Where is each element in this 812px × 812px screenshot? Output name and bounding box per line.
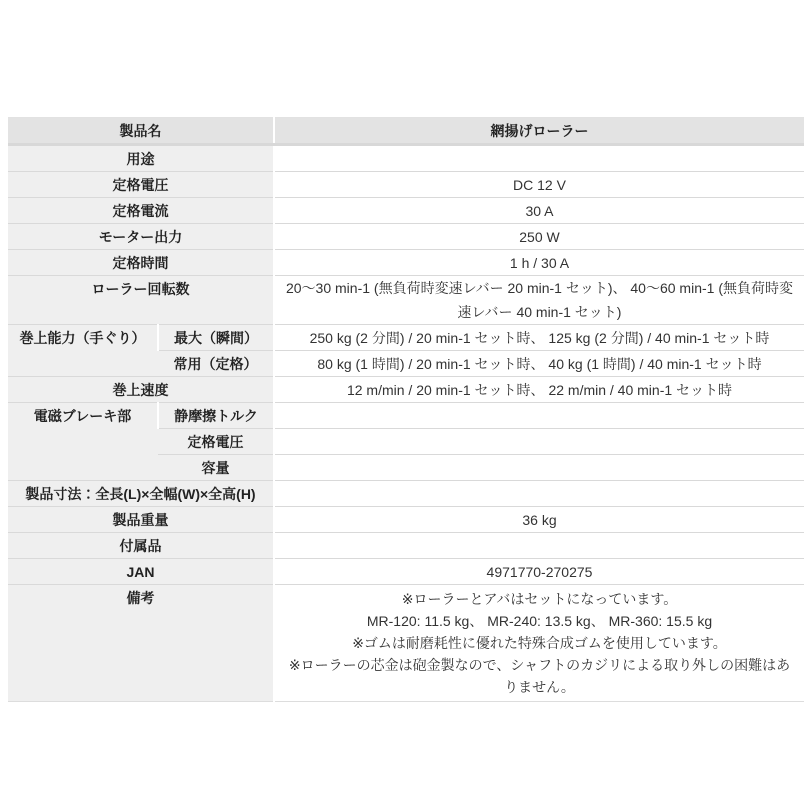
table-row bbox=[8, 172, 804, 198]
spec-sublabel-cell: 定格電圧 bbox=[158, 429, 274, 455]
spec-label-cell: JAN bbox=[8, 559, 274, 585]
spec-value-cell bbox=[274, 429, 804, 455]
table-row bbox=[8, 250, 804, 276]
spec-sublabel-cell: 最大（瞬間） bbox=[158, 325, 274, 351]
spec-value-cell: 250 kg (2 分間) / 20 min-1 セット時、 125 kg (2 分間) / 40 min-1 セット時 bbox=[274, 325, 804, 351]
spec-table bbox=[8, 117, 804, 702]
spec-sublabel-cell: 静摩擦トルク bbox=[158, 403, 274, 429]
spec-label-cell: 定格時間 bbox=[8, 250, 274, 276]
notes-line: ※ゴムは耐磨耗性に優れた特殊合成ゴムを使用しています。 bbox=[352, 635, 727, 651]
spec-label-cell: 付属品 bbox=[8, 533, 274, 559]
table-row bbox=[8, 507, 804, 533]
spec-value-cell bbox=[274, 533, 804, 559]
spec-sublabel-cell: 容量 bbox=[158, 455, 274, 481]
spec-label-cell: 製品寸法：全長(L)×全幅(W)×全高(H) bbox=[8, 481, 274, 507]
spec-label-cell: モーター出力 bbox=[8, 224, 274, 250]
table-row bbox=[8, 198, 804, 224]
table-row bbox=[8, 325, 804, 351]
spec-label-cell: 製品重量 bbox=[8, 507, 274, 533]
spec-value-cell: 250 W bbox=[274, 224, 804, 250]
table-row bbox=[8, 276, 804, 325]
spec-value-cell: 12 m/min / 20 min-1 セット時、 22 m/min / 40 min-1 セット時 bbox=[274, 377, 804, 403]
spec-value-cell bbox=[274, 403, 804, 429]
spec-value-cell: 20〜30 min-1 (無負荷時変速レバー 20 min-1 セット)、 40〜60 min-1 (無負荷時変速レバー 40 min-1 セット) bbox=[274, 276, 804, 325]
spec-value-cell bbox=[274, 481, 804, 507]
spec-value-cell: 網揚げローラー bbox=[274, 118, 804, 145]
notes-line: ※ローラーの芯金は砲金製なので、シャフトのカジリによる取り外しの困難はありません。 bbox=[288, 657, 791, 695]
table-row bbox=[8, 481, 804, 507]
spec-value-cell bbox=[274, 455, 804, 481]
table-row bbox=[8, 377, 804, 403]
spec-value-cell: 4971770-270275 bbox=[274, 559, 804, 585]
table-row bbox=[8, 118, 804, 145]
spec-value-cell: DC 12 V bbox=[274, 172, 804, 198]
table-row bbox=[8, 403, 804, 429]
spec-group-cell: 巻上能力（手ぐり） bbox=[8, 325, 158, 377]
spec-label-cell: 製品名 bbox=[8, 118, 274, 145]
table-row bbox=[8, 585, 804, 702]
spec-value-cell bbox=[274, 145, 804, 172]
spec-value-cell: 80 kg (1 時間) / 20 min-1 セット時、 40 kg (1 時間) / 40 min-1 セット時 bbox=[274, 351, 804, 377]
table-row bbox=[8, 145, 804, 172]
notes-line: MR-120: 11.5 kg、 MR-240: 13.5 kg、 MR-360: 15.5 kg bbox=[366, 613, 713, 629]
spec-value-cell: 1 h / 30 A bbox=[274, 250, 804, 276]
spec-value-cell bbox=[274, 585, 804, 702]
spec-label-cell: 定格電圧 bbox=[8, 172, 274, 198]
spec-value-cell: 36 kg bbox=[274, 507, 804, 533]
spec-label-cell: 巻上速度 bbox=[8, 377, 274, 403]
spec-label-cell: ローラー回転数 bbox=[8, 276, 274, 325]
table-row bbox=[8, 533, 804, 559]
table-row bbox=[8, 224, 804, 250]
spec-label-cell: 備考 bbox=[8, 585, 274, 702]
spec-label-cell: 用途 bbox=[8, 145, 274, 172]
spec-label-cell: 定格電流 bbox=[8, 198, 274, 224]
spec-value-cell: 30 A bbox=[274, 198, 804, 224]
table-row bbox=[8, 559, 804, 585]
notes-line: ※ローラーとアバはセットになっています。 bbox=[401, 591, 678, 607]
spec-sublabel-cell: 常用（定格） bbox=[158, 351, 274, 377]
spec-group-cell: 電磁ブレーキ部 bbox=[8, 403, 158, 481]
